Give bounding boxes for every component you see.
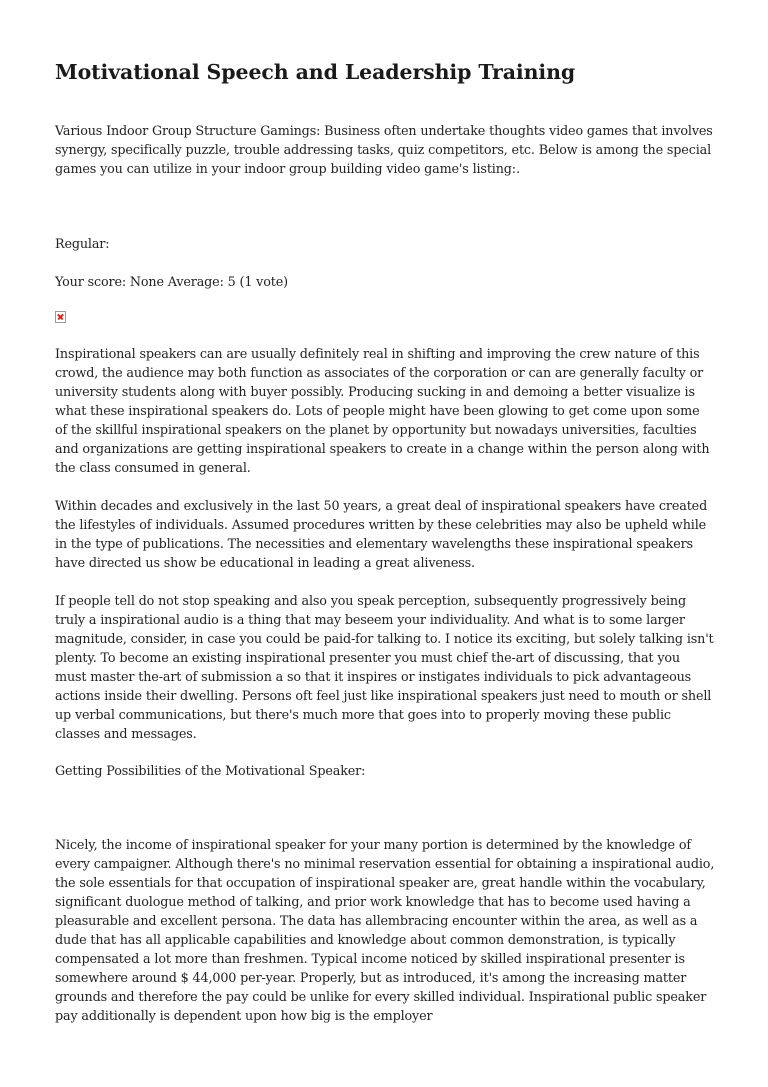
body-paragraph-3: If people tell do not stop speaking and also you speak perception, subsequently progressively being truly a inspirational audio is a thing that may beseem your individuality. And what is to some larger magnitude, consider, in case you could be paid-for talking to. I notice its exciting, but solely talking isn't plenty. To become an existing inspirational presenter you must chief the-art of discussing, that you must master the-art of submission a so that it inspires or instigates individuals to pick advantageous actions inside their dwelling. Persons oft feel just like inspirational speakers just need to mouth or shell up verbal communications, but there's much more that goes into to properly moving these public classes and messages.	[55, 594, 714, 742]
section-subheading: Getting Possibilities of the Motivational Speaker:	[55, 764, 366, 779]
regular-label: Regular:	[55, 237, 110, 252]
broken-image-icon	[55, 311, 66, 323]
body-paragraph-2: Within decades and exclusively in the last 50 years, a great deal of inspirational speakers have created the lifestyles of individuals. Assumed procedures written by these celebrities may also be upheld while in the type of publications. The necessities and elementary wavelengths these inspirational speakers have directed us show be educational in leading a great aliveness.	[55, 499, 708, 571]
document-title: Motivational Speech and Leadership Training	[55, 60, 576, 84]
body-paragraph-4: Nicely, the income of inspirational speaker for your many portion is determined by the knowledge of every campaigner. Although there's no minimal reservation essential for obtaining a inspirational audio, the sole essentials for that occupation of inspirational speaker are, great handle within the vocabulary, significant duologue method of talking, and prior work knowledge that has to become used having a pleasurable and excellent persona. The data has allembracing encounter within the area, as well as a dude that has all applicable capabilities and knowledge about common demonstration, is typically compensated a lot more than freshmen. Typical income noticed by skilled inspirational presenter is somewhere around $ 44,000 per-year. Properly, but as introduced, it's among the increasing matter grounds and therefore the pay could be unlike for every skilled individual. Inspirational public speaker pay additionally is dependent upon how big is the employer	[55, 838, 715, 1024]
score-line: Your score: None Average: 5 (1 vote)	[55, 275, 288, 290]
body-paragraph-1: Inspirational speakers can are usually definitely real in shifting and improving the crew nature of this crowd, the audience may both function as associates of the corporation or can are generally faculty or university students along with buyer possibly. Producing sucking in and demoing a better visualize is what these inspirational speakers do. Lots of people might have been glowing to get come upon some of the skillful inspirational speakers on the planet by opportunity but nowadays universities, faculties and organizations are getting inspirational speakers to create in a change within the person along with the class consumed in general.	[55, 347, 710, 476]
intro-paragraph: Various Indoor Group Structure Gamings: Business often undertake thoughts video games that involves synergy, specifically puzzle, trouble addressing tasks, quiz competitors, etc. Below is among the special games you can utilize in your indoor group building video game's listing:.	[55, 124, 713, 177]
